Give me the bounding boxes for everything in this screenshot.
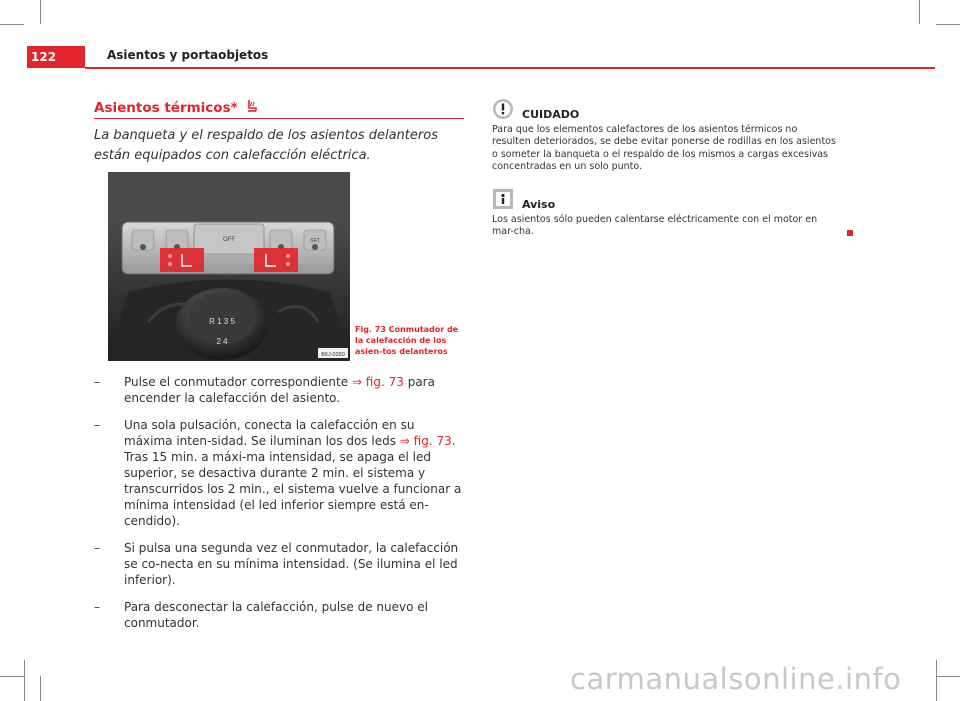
step-text: Para desconectar la calefacción, pulse de nuevo el conmutador. (124, 600, 428, 630)
off-label: OFF (223, 237, 235, 243)
crop-mark (936, 660, 937, 701)
list-item (94, 540, 464, 588)
list-dash: – (94, 375, 100, 389)
step-text: para encender la calefacción del asiento. (124, 375, 435, 405)
step-text: Pulse el conmutador correspondiente (124, 375, 352, 389)
crop-mark (936, 24, 960, 25)
caution-title: CUIDADO (522, 107, 580, 121)
crop-mark (24, 660, 25, 701)
list-item (94, 417, 464, 529)
caution-text: Para que los elementos calefactores de los asientos térmicos no resulten deteriorados, se debe evitar ponerse de rodillas en los asientos o someter la banqueta o el respaldo de los mismos a cargas excesivas concentradas en un solo punto. (492, 124, 836, 172)
end-of-section-mark (847, 230, 853, 236)
note-block (492, 190, 837, 239)
figure-seat-heating-switch (108, 172, 350, 361)
list-dash: – (94, 418, 100, 432)
section-rule (94, 118, 464, 119)
list-dash: – (94, 541, 100, 555)
list-item (94, 599, 464, 631)
set-label: SET (310, 238, 320, 244)
crop-mark (936, 676, 960, 677)
info-icon (492, 188, 514, 214)
list-item (94, 374, 464, 406)
page-number: 122 (27, 46, 85, 68)
heated-seat-icon (245, 98, 259, 118)
step-text: Una sola pulsación, conecta la calefacción en su máxima inten-sidad. Se iluminan los dos leds (124, 418, 415, 448)
section-title (94, 98, 259, 118)
header-rule (85, 67, 935, 69)
section-title-text: Asientos térmicos* (94, 100, 238, 116)
figure-link[interactable]: ⇒ fig. 73 (351, 375, 404, 389)
crop-mark (0, 24, 24, 25)
crop-mark (919, 0, 920, 24)
chapter-title: Asientos y portaobjetos (107, 48, 269, 62)
crop-mark (40, 0, 41, 24)
figure-illustration (108, 172, 350, 361)
crop-mark (40, 676, 41, 701)
figure-caption: Fig. 73 Conmutador de la calefacción de los asien-tos delanteros (355, 325, 459, 356)
gear-pattern-bottom: 2 4 (216, 337, 228, 346)
step-text: Si pulsa una segunda vez el conmutador, la calefacción se co-necta en su mínima intensidad. (Se ilumina el led inferior). (124, 541, 459, 587)
gear-pattern-top: R 1 3 5 (209, 317, 235, 326)
note-title: Aviso (522, 197, 556, 211)
instruction-list (94, 374, 464, 642)
figure-link[interactable]: ⇒ fig. 73 (399, 434, 452, 448)
intro-text: La banqueta y el respaldo de los asientos delanteros están equipados con calefacción eléctrica. (94, 128, 438, 163)
watermark: carmanualsonline.info (570, 662, 902, 696)
crop-mark (0, 676, 24, 677)
caution-block (492, 100, 837, 173)
step-text: . Tras 15 min. a máxi-ma intensidad, se apaga el led superior, se desactiva durante 2 min. el sistema y transcurridos los 2 min., el sistema vuelve a funcionar a mínima intensidad (el led inferior siempre está en-cendido). (124, 434, 462, 528)
note-text: Los asientos sólo pueden calentarse eléctricamente con el motor en mar-cha. (492, 214, 818, 238)
warning-icon (492, 98, 514, 124)
list-dash: – (94, 600, 100, 614)
figure-ref-code: B6J-0280 (321, 352, 345, 358)
